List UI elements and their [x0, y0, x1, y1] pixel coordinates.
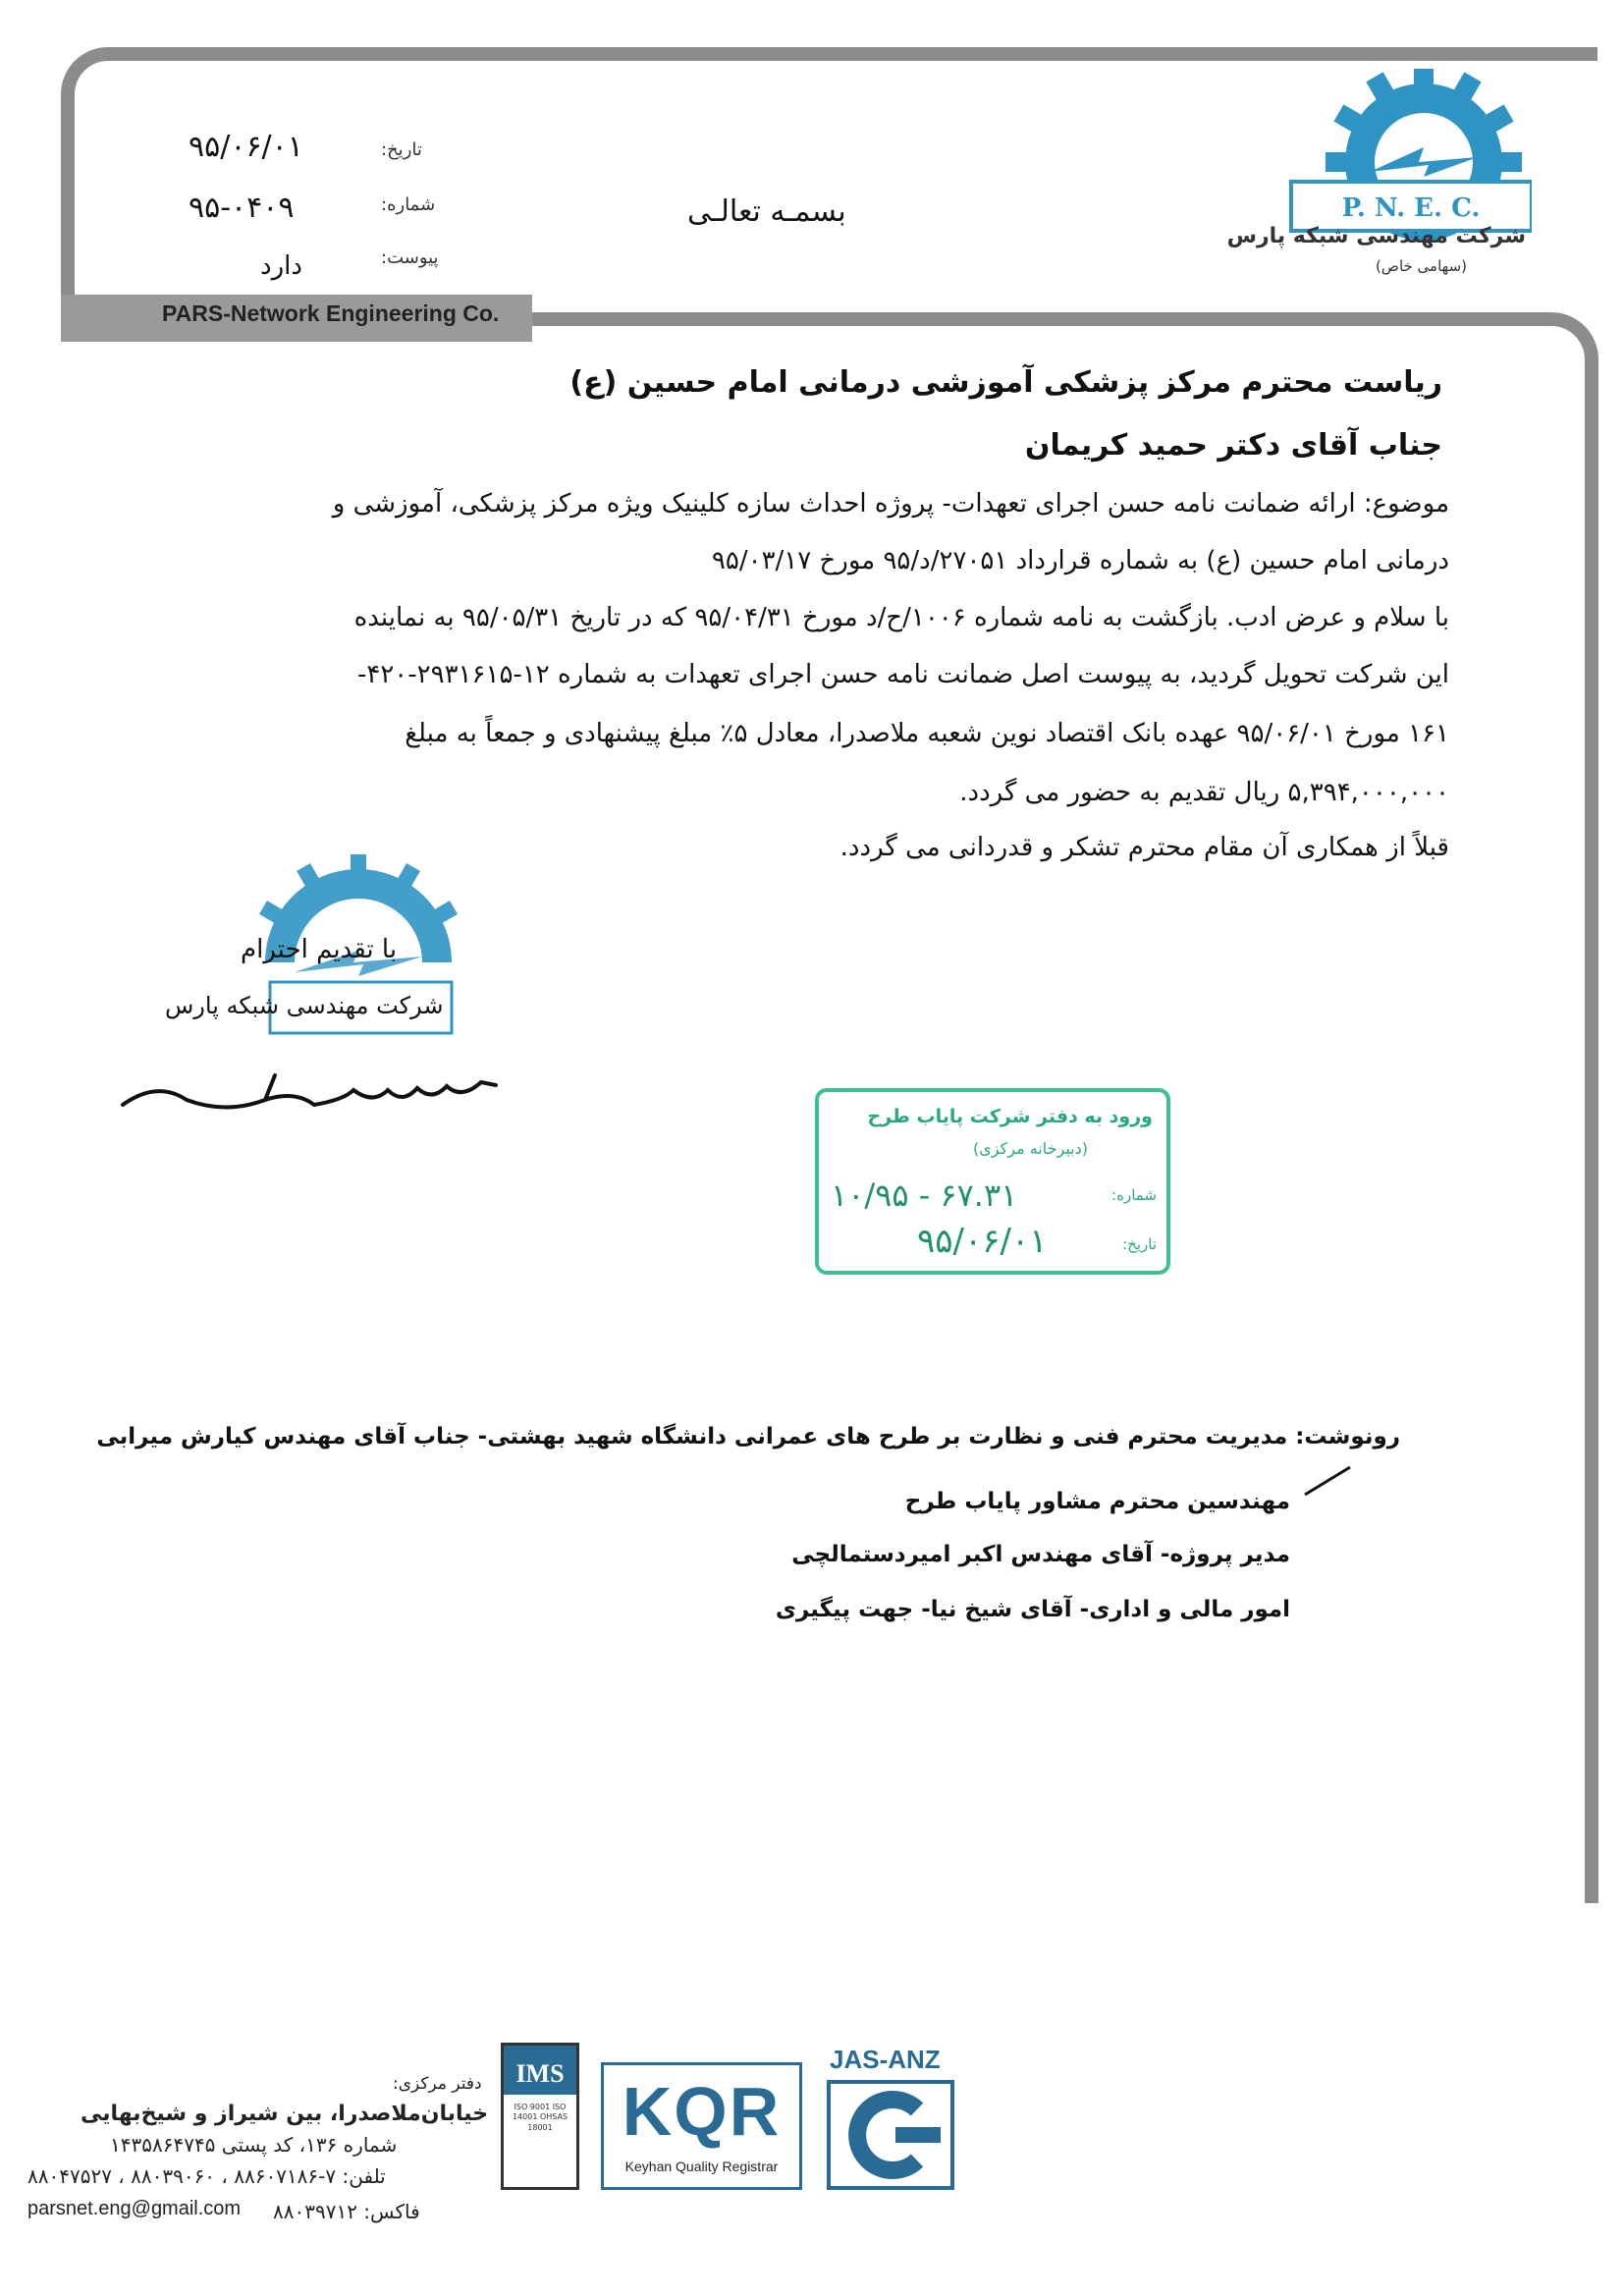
body-line-5: قبلاً از همکاری آن مقام محترم تشکر و قدردانی می گردد. [839, 833, 1449, 862]
footer-fax: فاکس: ۸۸۰۳۹۷۱۲ [273, 2200, 420, 2223]
body-line-4: ۵,۳۹۴,۰۰۰,۰۰۰ ریال تقدیم به حضور می گردد. [959, 778, 1449, 807]
kqr-cert-badge [601, 2062, 802, 2190]
attachment-label: پیوست: [381, 247, 439, 268]
ims-cert-badge [501, 2043, 579, 2190]
footer-address-1: خیابان‌ملاصدرا، بین شیراز و شیخ‌بهایی [81, 2102, 489, 2126]
company-name-en: PARS-Network Engineering Co. [162, 301, 500, 326]
footer-phone: تلفن: ۷-۸۸۶۰۷۱۸۶ ، ۸۸۰۳۹۰۶۰ ، ۸۸۰۴۷۵۲۷ [27, 2164, 386, 2188]
stamp-number-label: شماره: [1111, 1186, 1157, 1204]
kqr-cert-sub: Keyhan Quality Registrar [624, 2159, 779, 2174]
recipient-line-2: جناب آقای دکتر حمید کریمان [1024, 428, 1442, 463]
jas-anz-cert-icon [827, 2080, 954, 2190]
cc-line-2: مهندسین محترم مشاور پایاب طرح [904, 1489, 1290, 1514]
number-value: ۹۵-۰۴۰۹ [189, 191, 295, 225]
footer-email: parsnet.eng@gmail.com [27, 2198, 242, 2219]
number-label: شماره: [381, 194, 436, 215]
received-stamp [815, 1088, 1170, 1275]
logo-letters: P. N. E. C. [1341, 193, 1481, 223]
kqr-cert-label: KQR [622, 2073, 782, 2150]
body-line-2: این شرکت تحویل گردید، به پیوست اصل ضمانت نامه حسن اجرای تعهدات به شماره ۱۲-۲۹۳۱۶۱۵-۴۲۰- [356, 660, 1449, 689]
body-line-3: ۱۶۱ مورخ ۹۵/۰۶/۰۱ عهده بانک اقتصاد نوین شعبه ملاصدرا، معادل ۵٪ مبلغ پیشنهادی و جمعاً به مبلغ [405, 719, 1449, 748]
date-value: ۹۵/۰۶/۰۱ [189, 130, 303, 164]
body-line-1: با سلام و عرض ادب. بازگشت به نامه شماره ۱۰۰۶/ح/د مورخ ۹۵/۰۴/۳۱ که در تاریخ ۹۵/۰۵/۳۱ به نماینده [353, 603, 1449, 632]
stamp-number-value: ۱۰/۹۵ - ۶۷.۳۱ [831, 1176, 1018, 1214]
company-name-fa: شرکت مهندسی شبکه پارس [1226, 224, 1526, 248]
subject-line-1: موضوع: ارائه ضمانت نامه حسن اجرای تعهدات- پروژه احداث سازه کلینیک ویژه مرکز پزشکی، آموزشی و [332, 489, 1449, 519]
cc-line-4: امور مالی و اداری- آقای شیخ نیا- جهت پیگیری [775, 1597, 1290, 1622]
footer-address-2: شماره ۱۳۶، کد پستی ۱۴۳۵۸۶۴۷۴۵ [110, 2133, 398, 2157]
recipient-line-1: ریاست محترم مرکز پزشکی آموزشی درمانی امام حسین (ع) [569, 365, 1442, 400]
ims-cert-label: IMS [504, 2046, 576, 2095]
stamp-date-value: ۹۵/۰۶/۰۱ [917, 1222, 1048, 1261]
footer-office-label: دفتر مرکزی: [393, 2074, 482, 2094]
basmala: بسمـه تعالـی [687, 194, 846, 229]
stamp-subtitle: (دبیرخانه مرکزی) [973, 1139, 1088, 1158]
closing-company: شرکت مهندسی شبکه پارس [165, 992, 444, 1019]
company-type: (سهامی خاص) [1375, 257, 1467, 275]
closing-respect: با تقدیم احترام [241, 935, 398, 964]
cc-line-3: مدیر پروژه- آقای مهندس اکبر امیردستمالچی [791, 1542, 1290, 1567]
ims-cert-sub: ISO 9001 ISO 14001 OHSAS 18001 [512, 2103, 568, 2132]
cc-line-1: رونوشت: مدیریت محترم فنی و نظارت بر طرح های عمرانی دانشگاه شهید بهشتی- جناب آقای مهندس کیارش میرابی [96, 1424, 1400, 1449]
date-label: تاریخ: [381, 139, 422, 160]
jas-anz-label: JAS-ANZ [830, 2045, 941, 2074]
check-mark-icon [1301, 1461, 1360, 1501]
stamp-title: ورود به دفتر شرکت پایاب طرح [867, 1106, 1153, 1127]
signature-icon [118, 1061, 511, 1139]
company-logo-icon [1276, 69, 1532, 285]
subject-line-2: درمانی امام حسین (ع) به شماره قرارداد ۲۷۰۵۱/د/۹۵ مورخ ۹۵/۰۳/۱۷ [711, 546, 1449, 575]
attachment-value: دارد [260, 251, 302, 281]
stamp-date-label: تاریخ: [1122, 1235, 1157, 1253]
